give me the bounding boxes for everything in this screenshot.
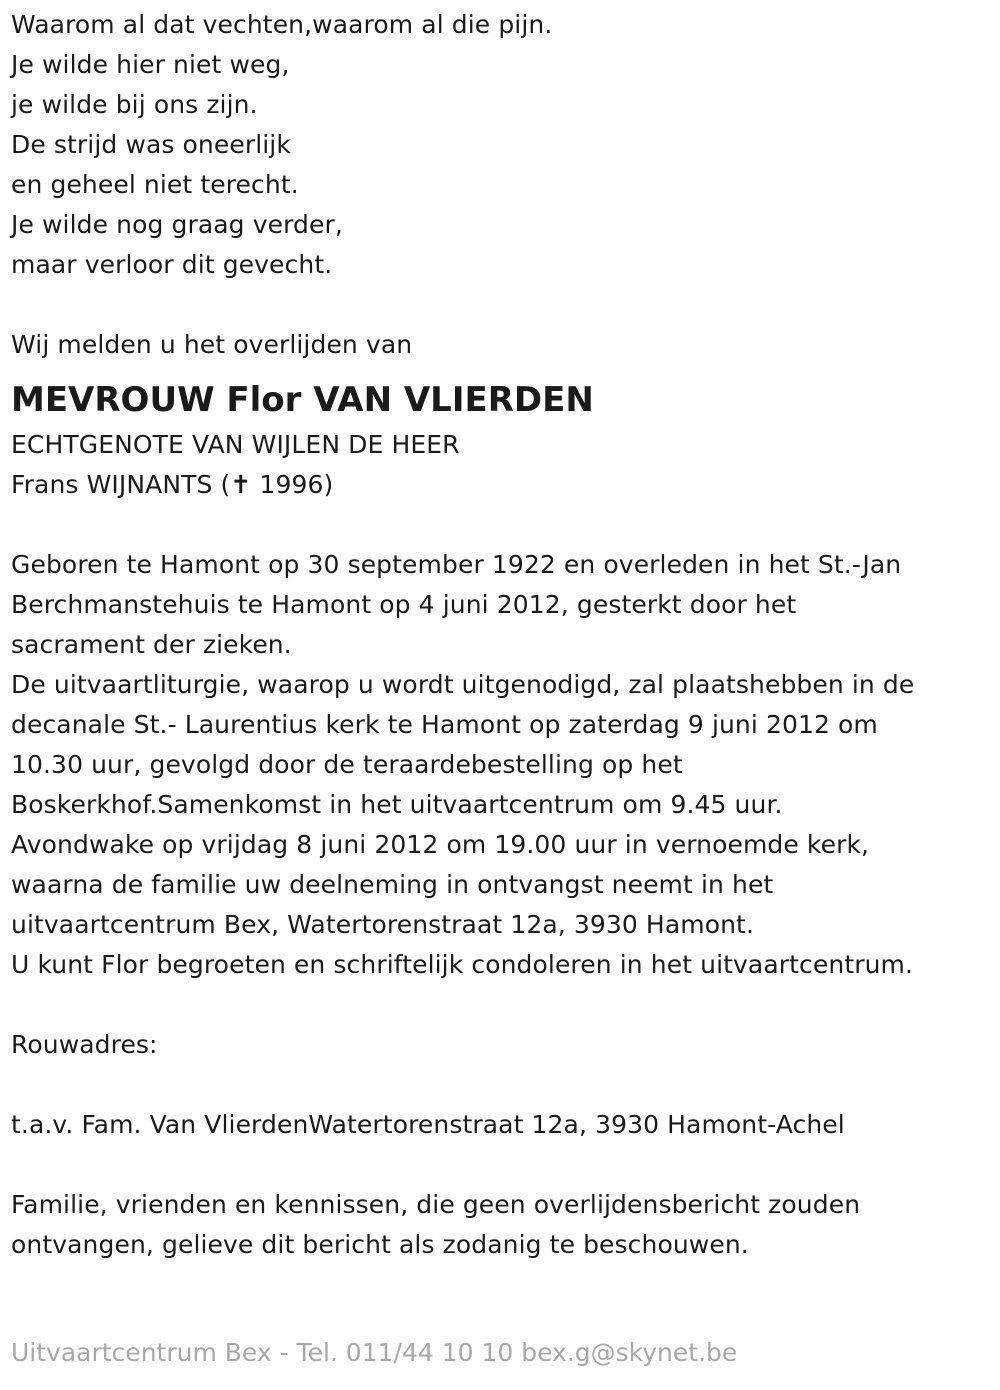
details-paragraph [11,545,991,985]
address-label: Rouwadres: [11,1030,158,1059]
details-line: uitvaartcentrum Bex, Watertorenstraat 12a, 3930 Hamont. [11,910,754,939]
poem-line: je wilde bij ons zijn. [11,90,258,119]
deceased-name: MEVROUW Flor VAN VLIERDEN [11,380,594,420]
details-line: Avondwake op vrijdag 8 juni 2012 om 19.00 uur in vernoemde kerk, [11,830,870,859]
poem-line: en geheel niet terecht. [11,170,299,199]
details-line: Geboren te Hamont op 30 september 1922 en overleden in het St.-Jan [11,550,902,579]
address-text: t.a.v. Fam. Van VlierdenWatertorenstraat 12a, 3930 Hamont-Achel [11,1110,845,1139]
details-line: decanale St.- Laurentius kerk te Hamont op zaterdag 9 juni 2012 om [11,710,878,739]
spacer [11,1065,991,1105]
closing-line: Familie, vrienden en kennissen, die geen overlijdensbericht zouden [11,1190,861,1219]
poem-line: maar verloor dit gevecht. [11,250,333,279]
details-line: De uitvaartliturgie, waarop u wordt uitgenodigd, zal plaatshebben in de [11,670,915,699]
closing-line: ontvangen, gelieve dit bericht als zodanig te beschouwen. [11,1230,749,1259]
obituary-document [11,5,991,1265]
details-line: U kunt Flor begroeten en schriftelijk condoleren in het uitvaartcentrum. [11,950,914,979]
spacer [11,985,991,1025]
poem-line: De strijd was oneerlijk [11,130,291,159]
spacer [11,1145,991,1185]
details-line: 10.30 uur, gevolgd door de teraardebestelling op het [11,750,683,779]
funeral-home-footer: Uitvaartcentrum Bex - Tel. 011/44 10 10 bex.g@skynet.be [11,1338,738,1367]
details-line: Berchmanstehuis te Hamont op 4 juni 2012, gesterkt door het [11,590,797,619]
spacer [11,285,991,325]
closing-paragraph [11,1185,991,1265]
details-line: waarna de familie uw deelneming in ontvangst neemt in het [11,870,774,899]
announcement-text: Wij melden u het overlijden van [11,330,413,359]
poem-line: Je wilde nog graag verder, [11,210,343,239]
details-line: sacrament der zieken. [11,630,292,659]
spacer [11,505,991,545]
poem-line: Je wilde hier niet weg, [11,50,290,79]
relation-line: Frans WIJNANTS (✝ 1996) [11,470,334,499]
relation-line: ECHTGENOTE VAN WIJLEN DE HEER [11,430,460,459]
details-line: Boskerkhof.Samenkomst in het uitvaartcentrum om 9.45 uur. [11,790,783,819]
poem-line: Waarom al dat vechten,waarom al die pijn. [11,10,553,39]
poem [11,5,991,285]
